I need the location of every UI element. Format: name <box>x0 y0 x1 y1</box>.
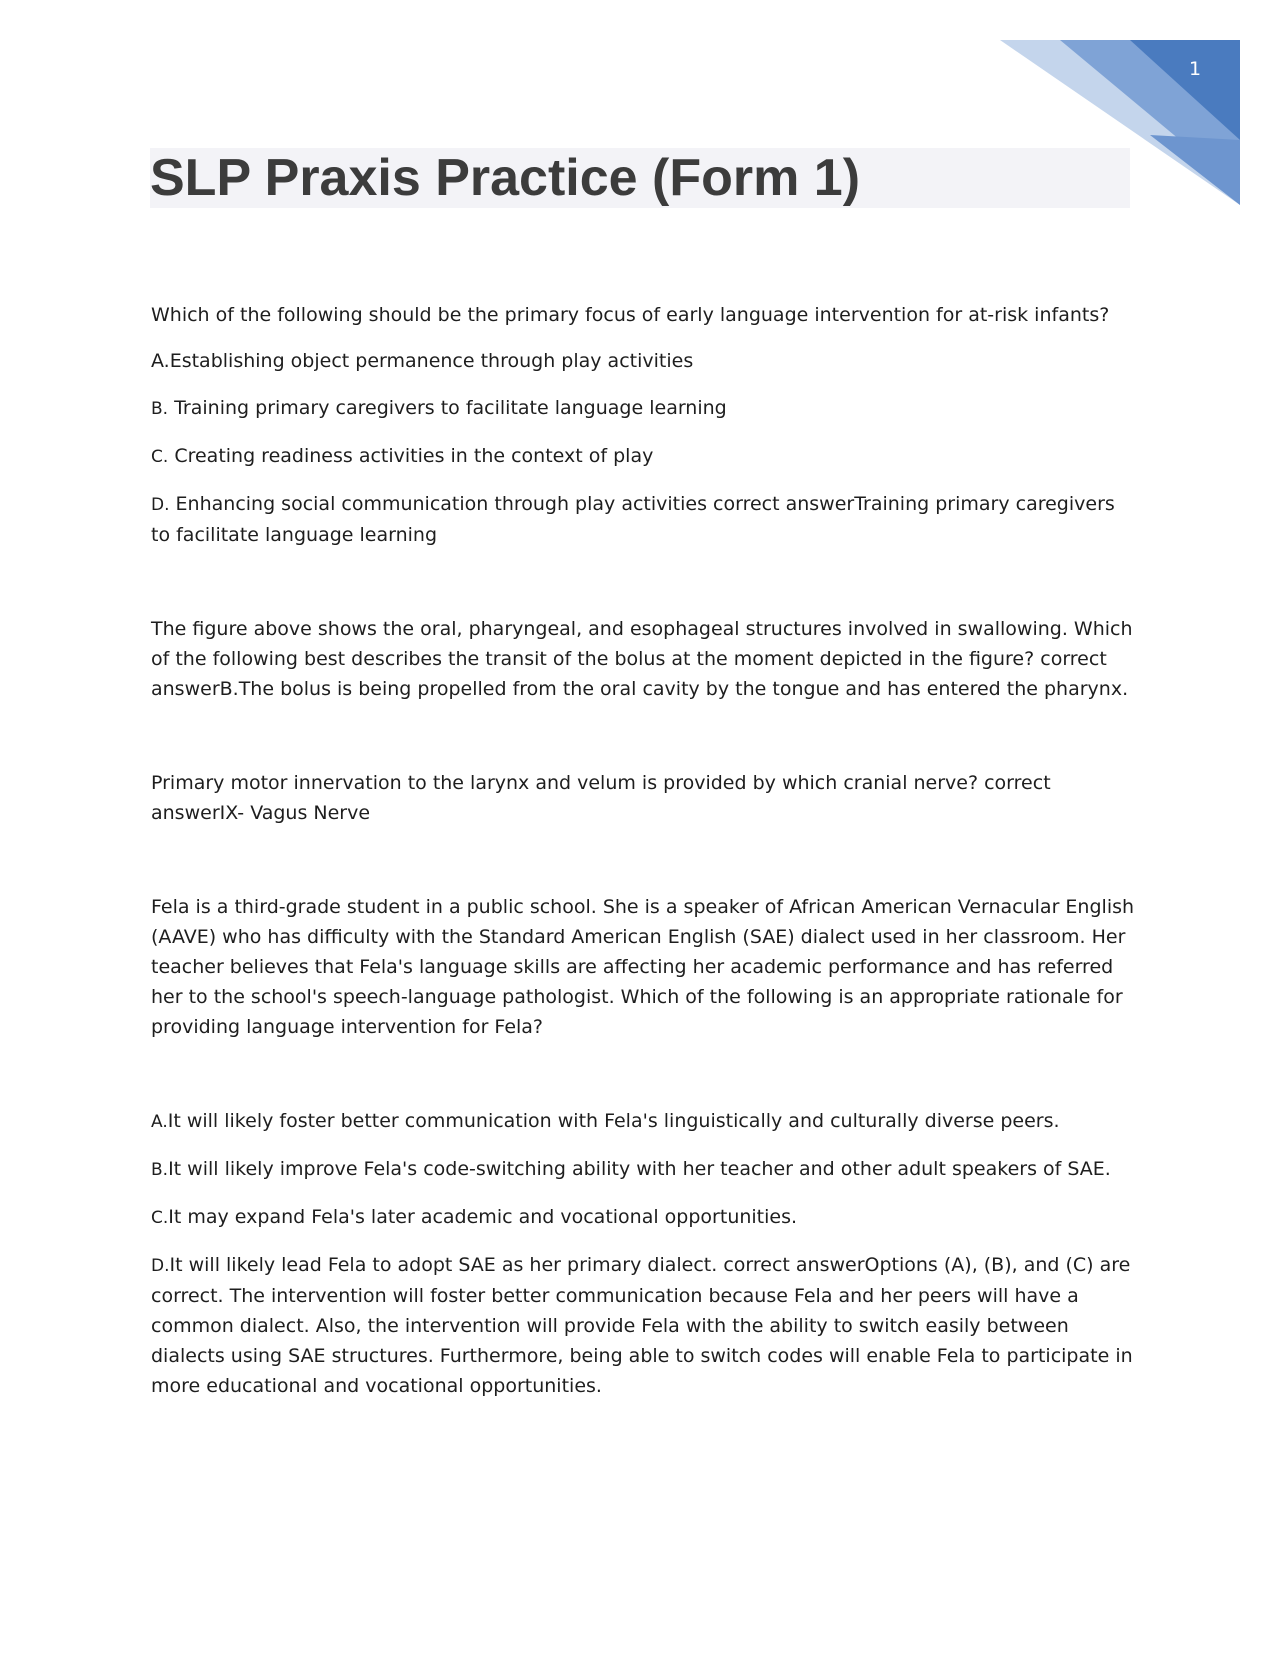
option-text: Training primary caregivers to facilitate language learning <box>168 397 727 419</box>
option-letter: A. <box>151 1112 168 1132</box>
question-3: Primary motor innervation to the larynx and velum is provided by which cranial nerve? correct answerIX- Vagus Nerve <box>151 772 1051 824</box>
question-1-option-d <box>151 489 1136 550</box>
question-4-option-d <box>151 1250 1136 1401</box>
option-text: It will likely improve Fela's code-switching ability with her teacher and other adult speakers of SAE. <box>168 1158 1111 1180</box>
question-4-options <box>151 1106 1136 1401</box>
option-text: Establishing object permanence through play activities <box>169 350 694 372</box>
option-text: It will likely lead Fela to adopt SAE as her primary dialect. correct answerOptions (A), (B), and (C) are correct. The intervention will foster better communication because Fela and her peers will have a common dialect. Also, the intervention will provide Fela with the ability to switch easily between dialects using SAE structures. Furthermore, being able to switch codes will enable Fela to participate in more educational and vocational opportunities. <box>151 1254 1133 1397</box>
question-1-option-a <box>151 346 1136 376</box>
question-1-option-c <box>151 441 1136 472</box>
page-number: 1 <box>1188 58 1202 80</box>
corner-triangle-mid-lower <box>1150 135 1240 205</box>
option-letter: C. <box>151 1208 169 1228</box>
page-title: SLP Praxis Practice (Form 1) <box>150 149 861 207</box>
option-text: Enhancing social communication through play activities correct answerTraining primary caregivers to facilitate language learning <box>151 493 1115 546</box>
question-4-stem: Fela is a third-grade student in a public school. She is a speaker of African American Vernacular English (AAVE) who has difficulty with the Standard American English (SAE) dialect used in her classroom. Her teacher believes that Fela's language skills are affecting her academic performance and has referred her to the school's speech-language pathologist. Which of the following is an appropriate rationale for providing language intervention for Fela? <box>151 896 1135 1038</box>
option-text: Creating readiness activities in the context of play <box>168 445 654 467</box>
question-1-option-b <box>151 393 1136 424</box>
option-letter: B. <box>151 1160 169 1180</box>
option-letter: A. <box>151 350 170 372</box>
question-4-option-a <box>151 1106 1136 1137</box>
option-text: It will likely foster better communication with Fela's linguistically and culturally diverse peers. <box>167 1110 1060 1132</box>
option-letter: C. <box>151 447 169 467</box>
option-letter: D. <box>151 1256 170 1276</box>
option-text: It may expand Fela's later academic and vocational opportunities. <box>168 1206 798 1228</box>
question-4-option-b <box>151 1154 1136 1185</box>
option-letter: D. <box>151 495 170 515</box>
option-letter: B. <box>151 399 169 419</box>
question-1 <box>151 300 1136 550</box>
document-body <box>151 300 1136 1401</box>
question-2: The figure above shows the oral, pharyngeal, and esophageal structures involved in swallowing. Which of the following best describes the transit of the bolus at the moment depicted in the figure? correct answerB.The bolus is being propelled from the oral cavity by the tongue and has entered the pharynx. <box>151 618 1133 700</box>
question-1-stem: Which of the following should be the primary focus of early language intervention for at-risk infants? <box>151 304 1110 326</box>
question-4-option-c <box>151 1202 1136 1233</box>
